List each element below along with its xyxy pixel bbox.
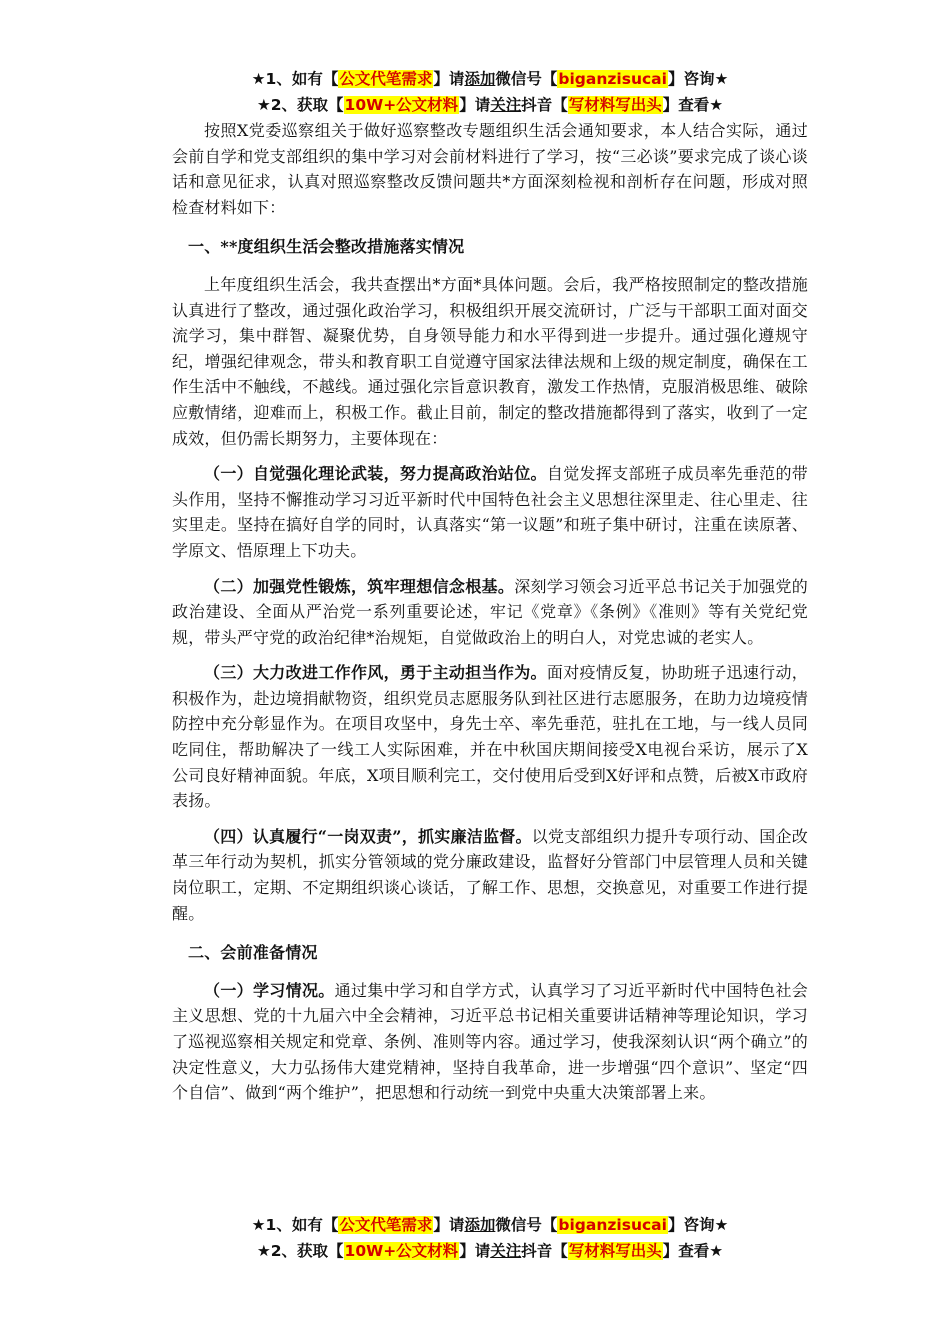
promo-banner-top bbox=[172, 66, 808, 118]
wechat-id: biganzisucai bbox=[558, 70, 667, 88]
douyin-account: 写材料写出头 bbox=[568, 96, 662, 114]
section-1-body: 上年度组织生活会，我共查摆出*方面*具体问题。会后，我严格按照制定的整改措施认真进行了整改，通过强化政治学习，积极组织开展交流研讨，广泛与干部职工面对面交流学习，集中群智、凝聚优势，自身领导能力和水平得到进一步提升。通过强化遵规守纪，增强纪律观念，带头和教育职工自觉遵守国家法律法规和上级的规定制度，确保在工作生活中不触线，不越线。通过强化宗旨意识教育，激发工作热情，克服消极思维、破除应敷情绪，迎难而上，积极工作。截止目前，制定的整改措施都得到了落实，收到了一定成效，但仍需长期努力，主要体现在： bbox=[172, 274, 808, 448]
promo-line-1: ★1、如有【公文代笔需求】请添加微信号【biganzisucai】咨询★ bbox=[251, 1216, 729, 1234]
intro-paragraph: 按照X党委巡察组关于做好巡察整改专题组织生活会通知要求，本人结合实际，通过会前自学和党支部组织的集中学习对会前材料进行了学习，按“三必谈”要求完成了谈心谈话和意见征求，认真对照巡察整改反馈问题共*方面深刻检视和剖析存在问题，形成对照检查材料如下： bbox=[172, 121, 808, 217]
section-1-item-2: （二）加强党性锻炼，筑牢理想信念根基。深刻学习领会习近平总书记关于加强党的政治建设、全面从严治党一系列重要论述，牢记《党章》《条例》《准则》等有关党纪党规，带头严守党的政治纪律*治规矩，自觉做政治上的明白人，对党忠诚的老实人。 bbox=[172, 576, 808, 647]
section-2-item-1: （一）学习情况。通过集中学习和自学方式，认真学习了习近平新时代中国特色社会主义思想、党的十九届六中全会精神，习近平总书记相关重要讲话精神等理论知识，学习了巡视巡察相关规定和党章、条例、准则等内容。通过学习，使我深刻认识“两个确立”的决定性意义，大力弘扬伟大建党精神，坚持自我革命，进一步增强“四个意识”、坚定“四个自信”、做到“两个维护”，把思想和行动统一到党中央重大决策部署上来。 bbox=[172, 980, 808, 1103]
highlight-text: 公文代笔需求 bbox=[339, 70, 433, 88]
section-2-heading: 二、会前准备情况 bbox=[188, 943, 318, 963]
document-page bbox=[172, 66, 808, 1116]
highlight-text: 10W+公文材料 bbox=[344, 1242, 459, 1260]
highlight-text: 10W+公文材料 bbox=[344, 96, 459, 114]
promo-line-2: ★2、获取【10W+公文材料】请关注抖音【写材料写出头】查看★ bbox=[256, 1242, 724, 1260]
section-1-item-3: （三）大力改进工作作风，勇于主动担当作为。面对疫情反复，协助班子迅速行动，积极作为，赴边境捐献物资，组织党员志愿服务队到社区进行志愿服务，在助力边境疫情防控中充分彰显作为。在项目攻坚中，身先士卒、率先垂范，驻扎在工地，与一线人员同吃同住，帮助解决了一线工人实际困难，并在中秋国庆期间接受X电视台采访，展示了X公司良好精神面貌。年底，X项目顺利完工，交付使用后受到X好评和点赞，后被X市政府表扬。 bbox=[172, 663, 809, 811]
section-1-item-1: （一）自觉强化理论武装，努力提高政治站位。自觉发挥支部班子成员率先垂范的带头作用，坚持不懈推动学习习近平新时代中国特色社会主义思想往深里走、往心里走、往实里走。坚持在搞好自学的同时，认真落实“第一议题”和班子集中研讨，注重在读原著、学原文、悟原理上下功夫。 bbox=[172, 464, 809, 560]
promo-line-2: ★2、获取【10W+公文材料】请关注抖音【写材料写出头】查看★ bbox=[256, 96, 724, 114]
promo-line-1: ★1、如有【公文代笔需求】请添加微信号【biganzisucai】咨询★ bbox=[251, 70, 729, 88]
highlight-text: 公文代笔需求 bbox=[339, 1216, 433, 1234]
section-1-heading: 一、**度组织生活会整改措施落实情况 bbox=[188, 237, 465, 257]
section-1-item-4: （四）认真履行“一岗双责”，抓实廉洁监督。以党支部组织力提升专项行动、国企改革三年行动为契机，抓实分管领域的党分廉政建设，监督好分管部门中层管理人员和关键岗位职工，定期、不定期组织谈心谈话，了解工作、思想，交换意见，对重要工作进行提醒。 bbox=[172, 826, 808, 923]
promo-banner-bottom bbox=[172, 1212, 808, 1264]
douyin-account: 写材料写出头 bbox=[568, 1242, 662, 1260]
wechat-id: biganzisucai bbox=[558, 1216, 667, 1234]
